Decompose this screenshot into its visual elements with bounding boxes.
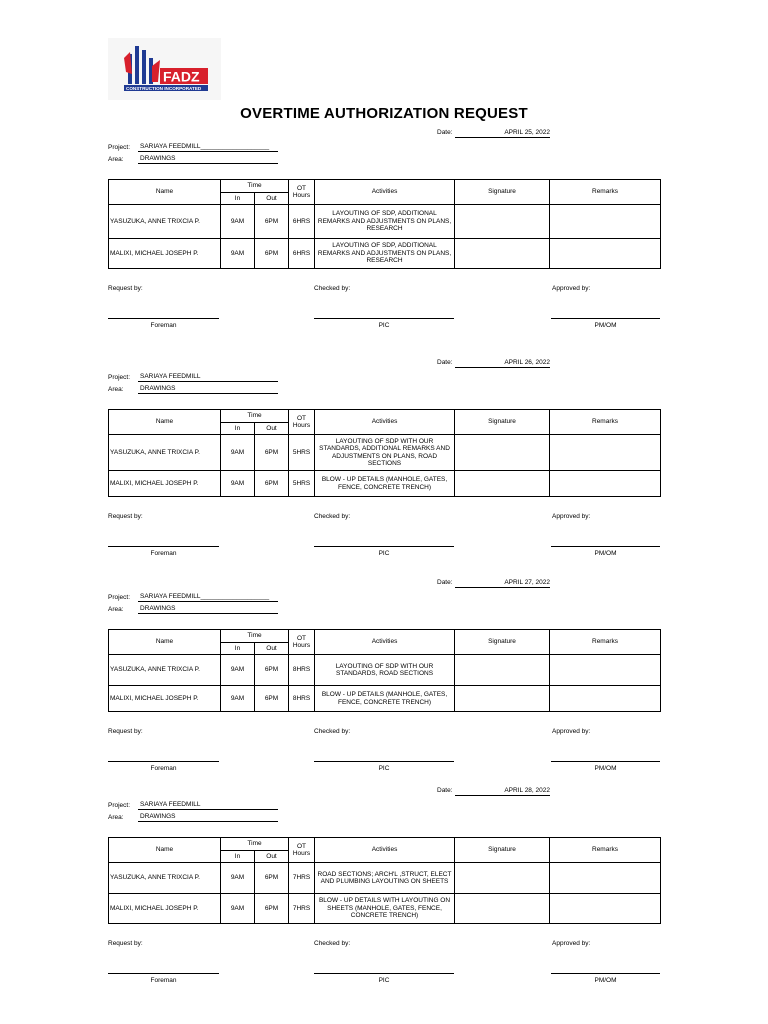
ot-form-section [0,358,768,578]
remarks-cell [550,435,661,471]
ot-hours: 6HRS [289,205,315,239]
table-row [109,239,661,269]
header-ot: OT [297,184,307,192]
project-underline [138,601,278,602]
area-label: Area: [108,606,124,613]
remarks-cell [550,239,661,269]
table-row [109,655,661,686]
time-in: 9AM [221,239,255,269]
header-ot: OT [297,414,307,422]
overtime-table [108,179,661,269]
foreman-label: Foreman [150,765,177,772]
date-underline [455,587,550,588]
header-in: In [221,851,255,863]
project-value: SARIAYA FEEDMILL___________________ [140,593,270,600]
header-activities: Activities [315,410,455,435]
header-hours: Hours [292,850,311,857]
time-out: 6PM [255,205,289,239]
pic-signature-line [314,318,454,319]
pic-label: PIC [378,550,390,557]
activities-cell: LAYOUTING OF SDP, ADDITIONAL REMARKS AND ADJUSTMENTS ON PLANS, RESEARCH [315,239,455,269]
pmom-signature-line [551,761,660,762]
logo-text: FADZ [163,68,200,85]
table-row [109,471,661,497]
date-value: APRIL 27, 2022 [504,579,550,586]
checked-by-label: Checked by: [314,940,351,947]
table-row [109,894,661,924]
activities-cell: LAYOUTING OF SDP, ADDITIONAL REMARKS AND ADJUSTMENTS ON PLANS, RESEARCH [315,205,455,239]
header-activities: Activities [315,180,455,205]
project-label: Project: [108,374,131,381]
area-value: DRAWINGS [140,813,176,820]
header-in: In [221,193,255,205]
project-underline [138,809,278,810]
overtime-table [108,837,661,924]
pic-label: PIC [378,765,390,772]
time-in: 9AM [221,471,255,497]
time-out: 6PM [255,863,289,894]
header-time: Time [221,838,289,851]
header-out: Out [255,643,289,655]
header-time: Time [221,410,289,423]
time-in: 9AM [221,686,255,712]
remarks-cell [550,894,661,924]
project-label: Project: [108,144,131,151]
overtime-table [108,409,661,497]
header-name: Name [109,838,221,863]
header-out: Out [255,851,289,863]
time-out: 6PM [255,655,289,686]
ot-hours: 8HRS [289,686,315,712]
header-activities: Activities [315,838,455,863]
employee-name: MALIXI, MICHAEL JOSEPH P. [109,894,221,924]
approved-by-label: Approved by: [552,728,591,735]
header-out: Out [255,193,289,205]
signature-cell [455,655,550,686]
date-label: Date: [437,579,453,586]
ot-form-section [0,578,768,798]
checked-by-label: Checked by: [314,285,351,292]
remarks-cell [550,686,661,712]
signature-cell [455,239,550,269]
employee-name: MALIXI, MICHAEL JOSEPH P. [109,239,221,269]
header-time: Time [221,630,289,643]
header-hours: Hours [292,642,311,649]
request-by-label: Request by: [108,513,143,520]
ot-hours: 8HRS [289,655,315,686]
activities-cell: BLOW - UP DETAILS WITH LAYOUTING ON SHEETS (MANHOLE, GATES, FENCE, CONCRETE TRENCH) [315,894,455,924]
date-label: Date: [437,359,453,366]
employee-name: MALIXI, MICHAEL JOSEPH P. [109,686,221,712]
time-out: 6PM [255,686,289,712]
activities-cell: ROAD SECTIONS; ARCH'L ,STRUCT, ELECT AND PLUMBING LAYOUTING ON SHEETS [315,863,455,894]
header-ot: OT [297,842,307,850]
table-row [109,205,661,239]
table-header-row [109,838,661,851]
area-label: Area: [108,386,124,393]
project-label: Project: [108,802,131,809]
project-value: SARIAYA FEEDMILL [140,373,201,380]
header-hours: Hours [292,422,311,429]
remarks-cell [550,655,661,686]
area-underline [138,393,278,394]
header-signature: Signature [455,838,550,863]
area-value: DRAWINGS [140,605,176,612]
table-row [109,863,661,894]
activities-cell: LAYOUTING OF SDP WITH OUR STANDARDS, ADDITIONAL REMARKS AND ADJUSTMENTS ON PLANS, ROAD SECTIONS [315,435,455,471]
foreman-signature-line [108,761,219,762]
ot-form-section [0,786,768,1006]
logo-subtext: CONSTRUCTION INCORPORATED [126,86,202,91]
header-remarks: Remarks [550,410,661,435]
header-remarks: Remarks [550,630,661,655]
header-ot-hours [289,630,315,655]
signature-cell [455,686,550,712]
project-label: Project: [108,594,131,601]
area-value: DRAWINGS [140,385,176,392]
checked-by-label: Checked by: [314,513,351,520]
foreman-signature-line [108,973,219,974]
time-in: 9AM [221,205,255,239]
employee-name: YASUZUKA, ANNE TRIXCIA P. [109,655,221,686]
signature-cell [455,205,550,239]
ot-hours: 7HRS [289,894,315,924]
header-ot: OT [297,634,307,642]
date-value: APRIL 26, 2022 [504,359,550,366]
foreman-label: Foreman [150,550,177,557]
date-underline [455,795,550,796]
activities-cell: BLOW - UP DETAILS (MANHOLE, GATES, FENCE, CONCRETE TRENCH) [315,471,455,497]
signature-cell [455,894,550,924]
approved-by-label: Approved by: [552,940,591,947]
foreman-signature-line [108,546,219,547]
remarks-cell [550,471,661,497]
pmom-label: PM/OM [594,550,617,557]
pic-label: PIC [378,322,390,329]
header-activities: Activities [315,630,455,655]
approved-by-label: Approved by: [552,285,591,292]
signature-cell [455,471,550,497]
employee-name: YASUZUKA, ANNE TRIXCIA P. [109,863,221,894]
pmom-label: PM/OM [594,322,617,329]
date-label: Date: [437,129,453,136]
header-ot-hours [289,180,315,205]
remarks-cell [550,863,661,894]
date-underline [455,367,550,368]
activities-cell: LAYOUTING OF SDP WITH OUR STANDARDS, ROAD SECTIONS [315,655,455,686]
signature-cell [455,435,550,471]
table-header-row [109,410,661,423]
ot-hours: 5HRS [289,471,315,497]
header-name: Name [109,410,221,435]
date-label: Date: [437,787,453,794]
employee-name: YASUZUKA, ANNE TRIXCIA P. [109,435,221,471]
header-ot-hours [289,410,315,435]
header-hours: Hours [292,192,311,199]
overtime-table [108,629,661,712]
table-row [109,686,661,712]
area-value: DRAWINGS [140,155,176,162]
pmom-label: PM/OM [594,765,617,772]
ot-hours: 7HRS [289,863,315,894]
request-by-label: Request by: [108,940,143,947]
area-label: Area: [108,156,124,163]
header-name: Name [109,630,221,655]
signature-cell [455,863,550,894]
ot-hours: 6HRS [289,239,315,269]
header-remarks: Remarks [550,838,661,863]
area-underline [138,613,278,614]
header-ot-hours [289,838,315,863]
pic-signature-line [314,761,454,762]
time-in: 9AM [221,435,255,471]
time-out: 6PM [255,239,289,269]
pmom-signature-line [551,973,660,974]
date-value: APRIL 28, 2022 [504,787,550,794]
foreman-label: Foreman [150,322,177,329]
activities-cell: BLOW - UP DETAILS (MANHOLE, GATES, FENCE, CONCRETE TRENCH) [315,686,455,712]
header-in: In [221,423,255,435]
time-in: 9AM [221,894,255,924]
pmom-label: PM/OM [594,977,617,984]
employee-name: MALIXI, MICHAEL JOSEPH P. [109,471,221,497]
table-header-row [109,630,661,643]
pmom-signature-line [551,546,660,547]
project-value: SARIAYA FEEDMILL [140,801,201,808]
pic-signature-line [314,973,454,974]
request-by-label: Request by: [108,285,143,292]
table-header-row [109,180,661,193]
remarks-cell [550,205,661,239]
time-in: 9AM [221,863,255,894]
header-signature: Signature [455,180,550,205]
pic-signature-line [314,546,454,547]
pic-label: PIC [378,977,390,984]
foreman-label: Foreman [150,977,177,984]
time-out: 6PM [255,471,289,497]
header-in: In [221,643,255,655]
time-in: 9AM [221,655,255,686]
project-underline [138,151,278,152]
area-underline [138,821,278,822]
ot-form-section [0,128,768,348]
checked-by-label: Checked by: [314,728,351,735]
employee-name: YASUZUKA, ANNE TRIXCIA P. [109,205,221,239]
date-underline [455,137,550,138]
company-logo [108,38,221,100]
header-time: Time [221,180,289,193]
page-title: OVERTIME AUTHORIZATION REQUEST [240,105,528,122]
header-remarks: Remarks [550,180,661,205]
fadz-logo-icon [108,38,221,100]
foreman-signature-line [108,318,219,319]
time-out: 6PM [255,894,289,924]
table-row [109,435,661,471]
approved-by-label: Approved by: [552,513,591,520]
date-value: APRIL 25, 2022 [504,129,550,136]
header-signature: Signature [455,630,550,655]
project-value: SARIAYA FEEDMILL___________________ [140,143,270,150]
area-underline [138,163,278,164]
header-name: Name [109,180,221,205]
time-out: 6PM [255,435,289,471]
project-underline [138,381,278,382]
ot-hours: 5HRS [289,435,315,471]
request-by-label: Request by: [108,728,143,735]
header-signature: Signature [455,410,550,435]
pmom-signature-line [551,318,660,319]
header-out: Out [255,423,289,435]
area-label: Area: [108,814,124,821]
